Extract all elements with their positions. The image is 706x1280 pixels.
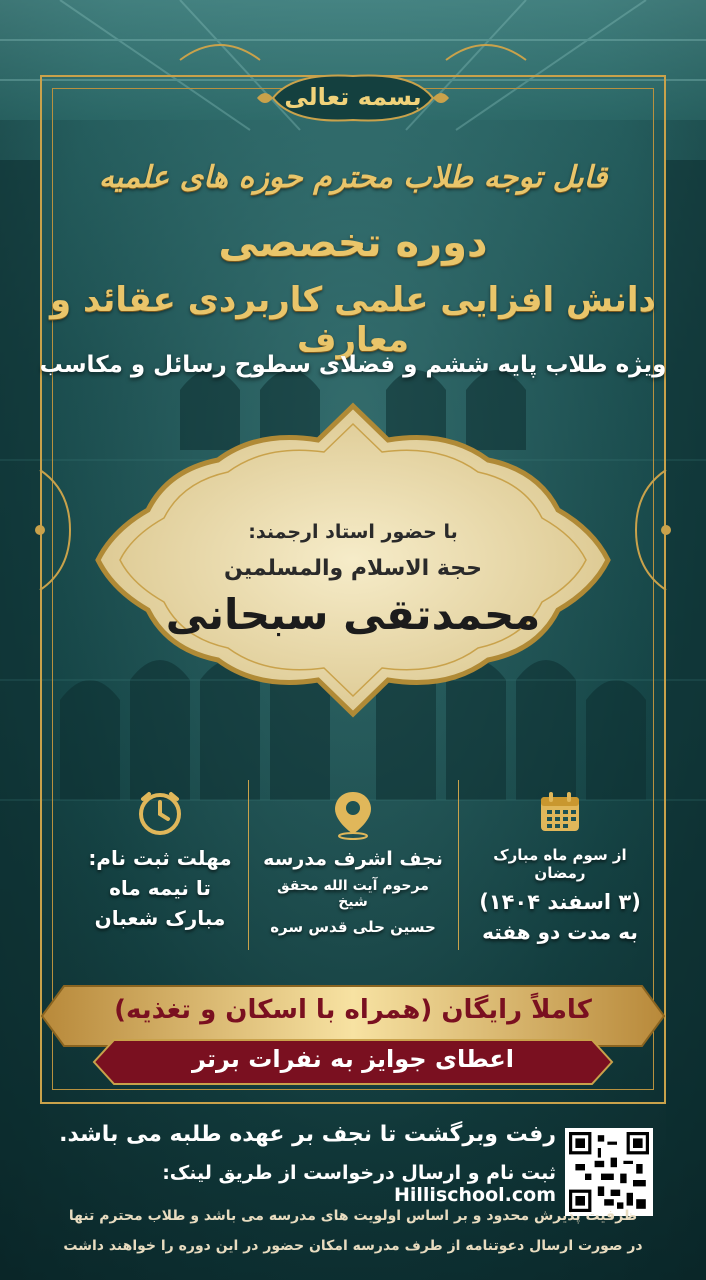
register-line <box>0 1162 556 1206</box>
deadline-line3: مبارک شعبان <box>94 906 226 930</box>
free-text: کاملاً رایگان (همراه با اسکان و تغذیه) <box>114 995 592 1025</box>
qr-code[interactable] <box>565 1128 653 1216</box>
heading-attention: قابل توجه طلاب محترم حوزه های علمیه <box>98 160 608 195</box>
place-line3: حسین حلی قدس سره <box>270 918 436 936</box>
info-deadline <box>70 790 250 930</box>
info-date <box>470 790 650 944</box>
location-pin-icon <box>331 790 375 840</box>
deadline-line1: مهلت ثبت نام: <box>88 846 232 870</box>
clock-icon <box>137 790 183 836</box>
instructor-honorific: حجة الاسلام والمسلمین <box>224 556 482 581</box>
prize-text: اعطای جوایز به نفرات برتر <box>192 1045 514 1073</box>
info-divider-right <box>458 780 459 950</box>
calendar-icon <box>538 790 582 834</box>
place-line2: مرحوم آیت الله محقق شیخ <box>277 878 429 910</box>
capacity-note-line1: ظرفیت پذیرش محدود و بر اساس اولویت های مدرسه می باشد و طلاب محترم تنها <box>68 1208 638 1224</box>
deadline-line2: تا نیمه ماه <box>109 876 211 900</box>
instructor-intro: با حضور استاد ارجمند: <box>248 521 458 543</box>
register-link[interactable]: Hillischool.com <box>393 1184 556 1206</box>
heading-course-title: دانش افزایی علمی کاربردی عقائد و معارف <box>50 280 656 360</box>
heading-course-type: دوره تخصصی <box>218 220 488 266</box>
date-line3: به مدت دو هفته <box>482 920 638 944</box>
register-label: ثبت نام و ارسال درخواست از طریق لینک: <box>162 1162 556 1184</box>
heading-audience: ویژه طلاب پایه ششم و فضلای سطوح رسائل و مکاسب <box>39 352 667 378</box>
bismillah-text: بسمه تعالی <box>284 83 422 111</box>
date-line1: از سوم ماه مبارک رمضان <box>493 846 627 882</box>
date-line2: (۳ اسفند ۱۴۰۴) <box>479 890 641 914</box>
instructor-name: محمدتقی سبحانی <box>165 590 541 639</box>
info-place <box>263 790 443 936</box>
capacity-note-line2: در صورت ارسال دعوتنامه از طرف مدرسه امکان حضور در این دوره را خواهند داشت <box>63 1238 643 1254</box>
place-line1: نجف اشرف مدرسه <box>263 848 443 870</box>
travel-note: رفت وبرگشت تا نجف بر عهده طلبه می باشد. <box>59 1122 556 1147</box>
